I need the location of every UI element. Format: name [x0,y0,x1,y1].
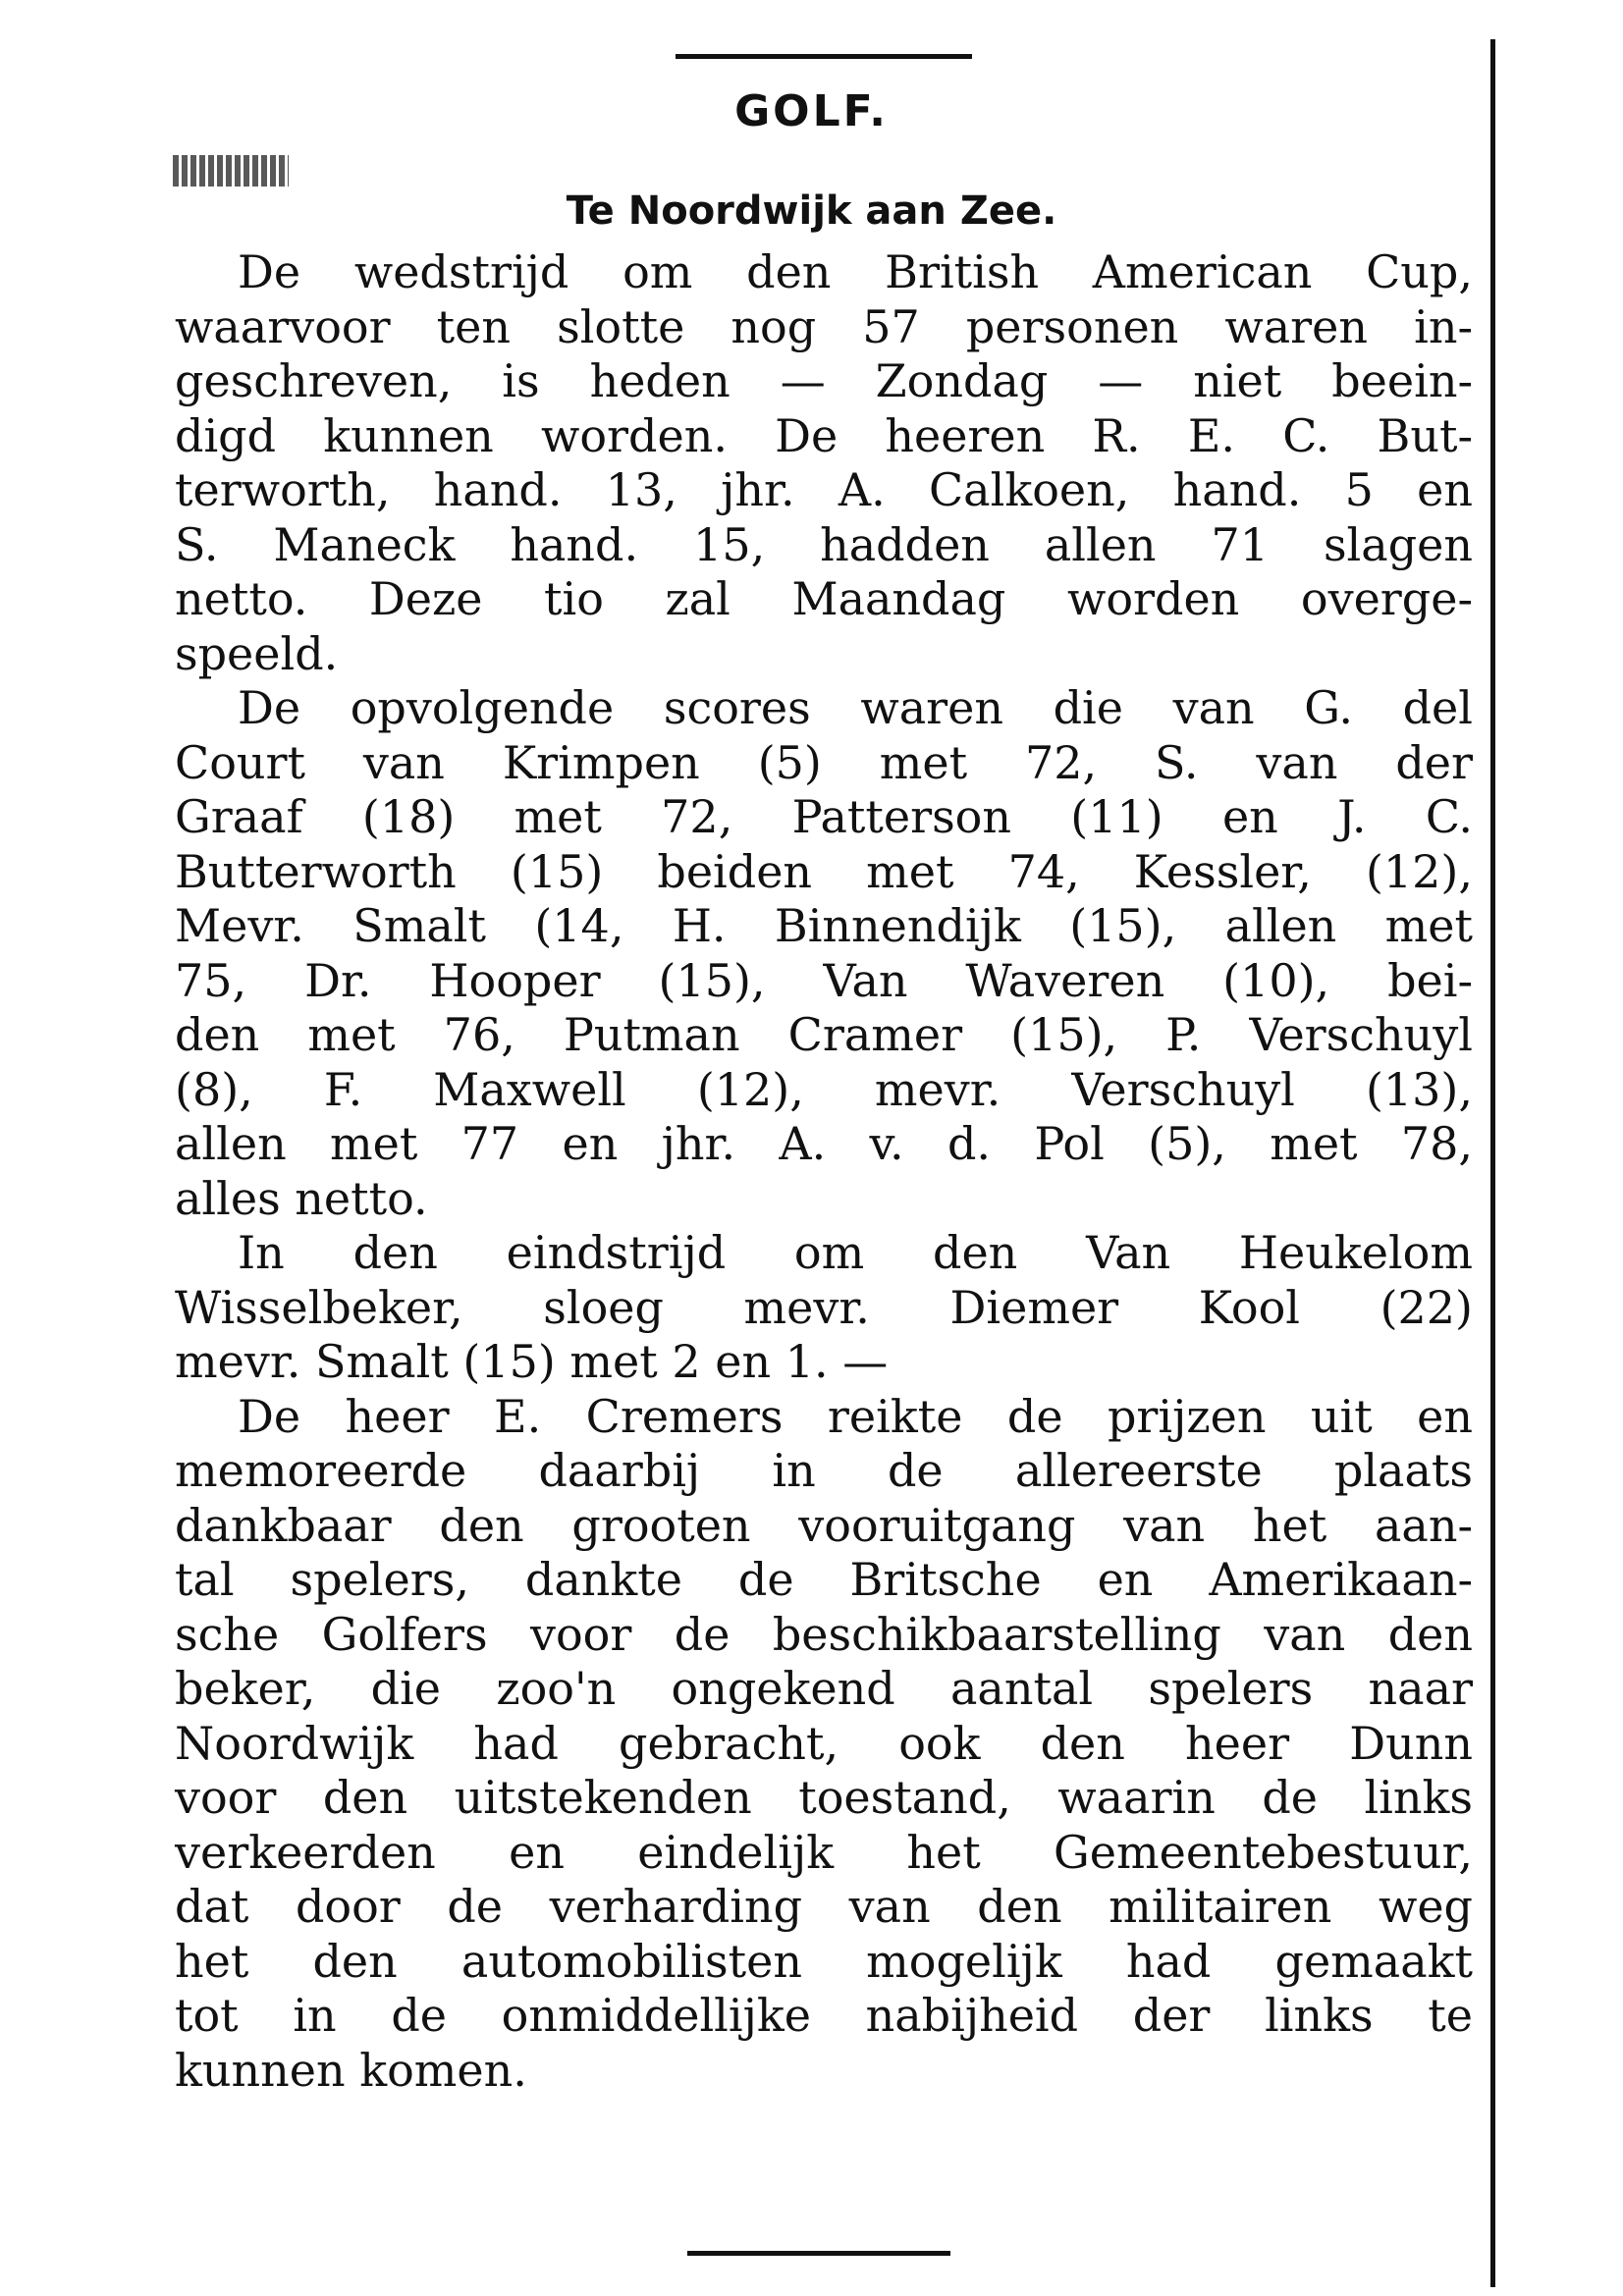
article-paragraph [175,681,1473,1226]
text-line: beker, die zoo'n ongekend aantal spelers naar [175,1662,1473,1715]
text-line: Noordwijk had gebracht, ook den heer Dunn [175,1716,1473,1770]
text-line: (8), F. Maxwell (12), mevr. Verschuyl (13), [175,1062,1473,1116]
top-rule [676,54,972,59]
text-line: Court van Krimpen (5) met 72, S. van der [175,735,1473,789]
text-line: tal spelers, dankte de Britsche en Amerikaan- [175,1553,1473,1606]
text-line: mevr. Smalt (15) met 2 en 1. — [175,1335,889,1388]
text-line: In den eindstrijd om den Van Heukelom [238,1226,1473,1279]
article-paragraph [175,1390,1473,2099]
bottom-rule [687,2251,950,2256]
text-line: Graaf (18) met 72, Patterson (11) en J. C. [175,790,1473,843]
text-line: Mevr. Smalt (14, H. Binnendijk (15), allen met [175,899,1473,952]
text-line: alles netto. [175,1171,428,1225]
text-line: De opvolgende scores waren die van G. del [238,681,1473,734]
text-line: speeld. [175,626,339,680]
text-line: voor den uitstekenden toestand, waarin de links [175,1771,1473,1824]
text-line: De wedstrijd om den British American Cup, [238,245,1473,298]
text-line: het den automobilisten mogelijk had gemaakt [175,1934,1473,1988]
text-line: geschreven, is heden — Zondag — niet beein- [175,354,1473,407]
article-paragraph [175,1226,1473,1390]
text-line: dankbaar den grooten vooruitgang van het aan- [175,1498,1473,1552]
text-line: sche Golfers voor de beschikbaarstelling van den [175,1607,1473,1661]
print-smudge [173,155,289,187]
text-line: memoreerde daarbij in de allereerste plaats [175,1444,1473,1497]
text-line: Butterworth (15) beiden met 74, Kessler, (12), [175,844,1473,898]
text-line: S. Maneck hand. 15, hadden allen 71 slagen [175,517,1473,571]
article-subheadline: Te Noordwijk aan Zee. [566,188,1057,234]
text-line: kunnen komen. [175,2043,527,2097]
text-line: den met 76, Putman Cramer (15), P. Verschuyl [175,1008,1473,1061]
column-rule [1490,39,1495,2287]
article-body [175,245,1473,2098]
text-line: dat door de verharding van den militairen weg [175,1880,1473,1933]
text-line: verkeerden en eindelijk het Gemeentebestuur, [175,1825,1473,1879]
text-line: Wisselbeker, sloeg mevr. Diemer Kool (22) [175,1280,1473,1334]
text-line: tot in de onmiddellijke nabijheid der links te [175,1989,1473,2042]
text-line: 75, Dr. Hooper (15), Van Waveren (10), bei- [175,953,1473,1007]
text-line: De heer E. Cremers reikte de prijzen uit en [238,1389,1473,1443]
text-line: waarvoor ten slotte nog 57 personen waren in- [175,299,1473,353]
text-line: allen met 77 en jhr. A. v. d. Pol (5), met 78, [175,1117,1473,1170]
text-line: digd kunnen worden. De heeren R. E. C. But- [175,408,1473,462]
text-line: terworth, hand. 13, jhr. A. Calkoen, hand. 5 en [175,463,1473,516]
text-line: netto. Deze tio zal Maandag worden overge- [175,572,1473,625]
article-paragraph [175,245,1473,681]
section-headline: GOLF. [734,86,889,136]
